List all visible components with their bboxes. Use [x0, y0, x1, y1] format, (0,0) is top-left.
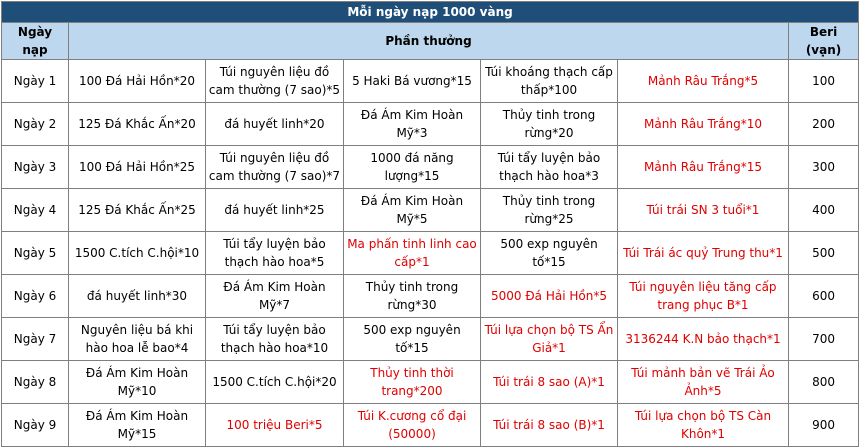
- table-row: [2, 189, 859, 232]
- reward-cell-2: đá huyết linh*25: [206, 189, 344, 232]
- reward-cell-4: Túi trái 8 sao (B)*1: [481, 404, 618, 447]
- reward-cell-2: Túi tẩy luyện bảo thạch hào hoa*10: [206, 318, 344, 361]
- reward-cell-2: Túi nguyên liệu đồ cam thường (7 sao)*7: [206, 146, 344, 189]
- reward-cell-1: 100 Đá Hải Hồn*20: [69, 60, 206, 103]
- reward-cell-5: Mảnh Râu Trắng*5: [618, 60, 789, 103]
- day-cell: Ngày 7: [2, 318, 69, 361]
- reward-cell-4: Thủy tinh trong rừng*25: [481, 189, 618, 232]
- reward-cell-5: Mảnh Râu Trắng*10: [618, 103, 789, 146]
- beri-cell: 300: [789, 146, 859, 189]
- reward-cell-3: Thủy tinh thời trang*200: [344, 361, 481, 404]
- header-beri: Beri (vạn): [789, 23, 859, 60]
- reward-cell-1: 125 Đá Khắc Ấn*25: [69, 189, 206, 232]
- day-cell: Ngày 3: [2, 146, 69, 189]
- reward-cell-3: Ma phấn tinh linh cao cấp*1: [344, 232, 481, 275]
- beri-cell: 200: [789, 103, 859, 146]
- reward-cell-2: Túi nguyên liệu đồ cam thường (7 sao)*5: [206, 60, 344, 103]
- reward-cell-3: Thủy tinh trong rừng*30: [344, 275, 481, 318]
- day-cell: Ngày 1: [2, 60, 69, 103]
- day-cell: Ngày 8: [2, 361, 69, 404]
- day-cell: Ngày 6: [2, 275, 69, 318]
- beri-cell: 100: [789, 60, 859, 103]
- reward-cell-5: Túi mảnh bản vẽ Trái Ảo Ảnh*5: [618, 361, 789, 404]
- reward-cell-2: đá huyết linh*20: [206, 103, 344, 146]
- reward-cell-4: 500 exp nguyên tố*15: [481, 232, 618, 275]
- reward-cell-1: 1500 C.tích C.hội*10: [69, 232, 206, 275]
- beri-cell: 400: [789, 189, 859, 232]
- beri-cell: 700: [789, 318, 859, 361]
- reward-cell-3: Túi K.cương cổ đại (50000): [344, 404, 481, 447]
- reward-cell-4: Túi khoáng thạch cấp thấp*100: [481, 60, 618, 103]
- reward-cell-2: Túi tẩy luyện bảo thạch hào hoa*5: [206, 232, 344, 275]
- table-row: [2, 275, 859, 318]
- reward-cell-3: 500 exp nguyên tố*15: [344, 318, 481, 361]
- day-cell: Ngày 5: [2, 232, 69, 275]
- title-row: [2, 2, 859, 23]
- reward-cell-2: 100 triệu Beri*5: [206, 404, 344, 447]
- reward-cell-1: Nguyên liệu bá khi hào hoa lễ bao*4: [69, 318, 206, 361]
- table-body: [2, 60, 859, 447]
- reward-cell-3: 1000 đá năng lượng*15: [344, 146, 481, 189]
- day-cell: Ngày 2: [2, 103, 69, 146]
- reward-cell-5: Túi nguyên liệu tăng cấp trang phục B*1: [618, 275, 789, 318]
- beri-cell: 600: [789, 275, 859, 318]
- header-row: [2, 23, 859, 60]
- reward-cell-5: Mảnh Râu Trắng*15: [618, 146, 789, 189]
- reward-cell-4: Thủy tinh trong rừng*20: [481, 103, 618, 146]
- table-row: [2, 232, 859, 275]
- reward-cell-5: Túi lựa chọn bộ TS Càn Khôn*1: [618, 404, 789, 447]
- reward-cell-1: Đá Ám Kim Hoàn Mỹ*10: [69, 361, 206, 404]
- reward-cell-4: 5000 Đá Hải Hồn*5: [481, 275, 618, 318]
- table-row: [2, 60, 859, 103]
- reward-cell-4: Túi tẩy luyện bảo thạch hào hoa*3: [481, 146, 618, 189]
- table-row: [2, 103, 859, 146]
- reward-cell-5: Túi Trái ác quỷ Trung thu*1: [618, 232, 789, 275]
- reward-cell-1: đá huyết linh*30: [69, 275, 206, 318]
- reward-cell-1: Đá Ám Kim Hoàn Mỹ*15: [69, 404, 206, 447]
- reward-cell-2: 1500 C.tích C.hội*20: [206, 361, 344, 404]
- reward-cell-3: Đá Ám Kim Hoàn Mỹ*5: [344, 189, 481, 232]
- beri-cell: 900: [789, 404, 859, 447]
- reward-cell-3: Đá Ám Kim Hoàn Mỹ*3: [344, 103, 481, 146]
- reward-cell-5: 3136244 K.N bảo thạch*1: [618, 318, 789, 361]
- reward-cell-2: Đá Ám Kim Hoàn Mỹ*7: [206, 275, 344, 318]
- table-row: [2, 404, 859, 447]
- reward-cell-1: 100 Đá Hải Hồn*25: [69, 146, 206, 189]
- table-row: [2, 361, 859, 404]
- day-cell: Ngày 4: [2, 189, 69, 232]
- beri-cell: 500: [789, 232, 859, 275]
- table-title: Mỗi ngày nạp 1000 vàng: [2, 2, 859, 23]
- header-day: Ngày nạp: [2, 23, 69, 60]
- reward-cell-1: 125 Đá Khắc Ấn*20: [69, 103, 206, 146]
- daily-topup-reward-table: [1, 1, 859, 447]
- table-row: [2, 146, 859, 189]
- reward-cell-4: Túi trái 8 sao (A)*1: [481, 361, 618, 404]
- reward-cell-4: Túi lựa chọn bộ TS Ẩn Giả*1: [481, 318, 618, 361]
- reward-sheet: [0, 1, 859, 440]
- day-cell: Ngày 9: [2, 404, 69, 447]
- header-rewards: Phần thưởng: [69, 23, 789, 60]
- table-row: [2, 318, 859, 361]
- reward-cell-3: 5 Haki Bá vương*15: [344, 60, 481, 103]
- beri-cell: 800: [789, 361, 859, 404]
- reward-cell-5: Túi trái SN 3 tuổi*1: [618, 189, 789, 232]
